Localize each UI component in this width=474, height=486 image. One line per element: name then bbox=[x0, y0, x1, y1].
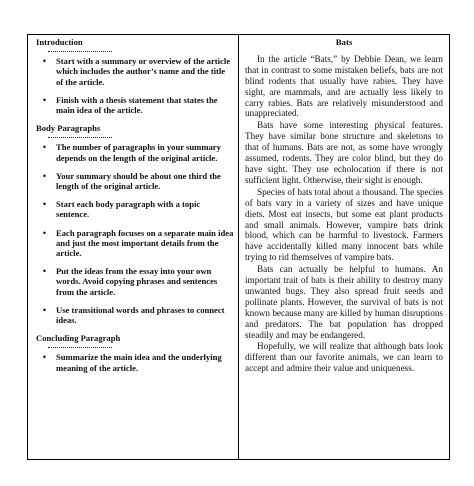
bullet-text: Start each body paragraph with a topic sentence. bbox=[56, 199, 201, 220]
section-introduction bbox=[34, 37, 234, 115]
bullet-item bbox=[34, 305, 234, 325]
bullet-text: Finish with a thesis statement that states the main idea of the article. bbox=[56, 94, 218, 116]
guidelines-column bbox=[28, 35, 239, 459]
bullet-list bbox=[34, 56, 234, 115]
dotted-underline bbox=[48, 47, 112, 52]
bullet-icon: • bbox=[42, 56, 46, 67]
summary-paragraph: Hopefully, we will realize that although bats look different than our favorite animals, we can learn to accept and admire their value and uniqueness. bbox=[245, 341, 443, 374]
bullet-icon: • bbox=[42, 352, 46, 363]
bullet-text: Your summary should be about one third the length of the original article. bbox=[56, 170, 221, 192]
section-title: Body Paragraphs bbox=[36, 123, 101, 134]
dotted-underline bbox=[48, 133, 112, 138]
dotted-underline bbox=[48, 343, 112, 348]
bullet-item bbox=[34, 199, 234, 219]
section-title: Concluding Paragraph bbox=[36, 333, 121, 344]
summary-table bbox=[27, 34, 450, 460]
bullet-icon: • bbox=[42, 142, 46, 153]
bullet-icon: • bbox=[42, 266, 46, 277]
bullet-icon: • bbox=[42, 199, 46, 210]
example-summary-column bbox=[239, 35, 449, 459]
summary-paragraph: Bats can actually be helpful to humans. An important trait of bats is their ability to destroy many unwanted bugs. They also spread fruit seeds and pollinate plants. However, the survival of bats is not known because many are killed by human disruptions and predators. The bat population has dropped steadily and may be endangered. bbox=[245, 264, 443, 340]
bullet-item bbox=[34, 228, 234, 259]
bullet-icon: • bbox=[42, 304, 46, 315]
bullet-list bbox=[34, 352, 234, 372]
bullet-text: Start with a summary or overview of the article which includes the author’s name and the title of the article. bbox=[56, 56, 231, 87]
bullet-text: The number of paragraphs in your summary depends on the length of the original article. bbox=[56, 142, 221, 163]
summary-paragraph: Species of bats total about a thousand. The species of bats vary in a variety of sizes and have unique diets. Most eat insects, but some eat plant products and small animals. However, vampire bats drink blood, which can be harmful to livestock. Farmers have accidentally killed many innocent bats while trying to rid themselves of vampire bats. bbox=[245, 186, 443, 263]
bullet-list bbox=[34, 142, 234, 325]
summary-paragraph: Bats have some interesting physical features. They have similar bone structure and skeletons to that of humans. Bats are not, as some have wrongly assumed, rodents. They are color blind, but they do have sight. They use echolocation if there is not sufficient light. Otherwise, their sight is enough. bbox=[245, 120, 443, 185]
bullet-icon: • bbox=[42, 170, 46, 181]
bullet-item bbox=[34, 266, 234, 297]
summary-body bbox=[245, 54, 443, 374]
bullet-text: Summarize the main idea and the underlying meaning of the article. bbox=[56, 352, 222, 373]
bullet-item bbox=[34, 56, 234, 87]
section-title: Introduction bbox=[36, 37, 83, 47]
bullet-icon: • bbox=[42, 94, 46, 105]
article-title: Bats bbox=[335, 37, 353, 47]
section-concluding-paragraph bbox=[34, 333, 234, 373]
bullet-item bbox=[34, 352, 234, 372]
bullet-item bbox=[34, 171, 234, 191]
bullet-text: Use transitional words and phrases to connect ideas. bbox=[56, 304, 225, 326]
bullet-item bbox=[34, 95, 234, 115]
bullet-item bbox=[34, 142, 234, 162]
summary-paragraph: In the article “Bats,” by Debbie Dean, we learn that in contrast to some mistaken beliefs, bats are not blind rodents that usually have rabies. They have sight, are mammals, and are actually less likely to carry rabies. Bats are relatively misunderstood and unappreciated. bbox=[245, 53, 443, 119]
bullet-text: Each paragraph focuses on a separate main idea and just the most important details from the article. bbox=[56, 227, 234, 259]
bullet-icon: • bbox=[42, 227, 46, 238]
section-body-paragraphs bbox=[34, 123, 234, 325]
bullet-text: Put the ideas from the essay into your own words. Avoid copying phrases and sentences from the article. bbox=[56, 266, 218, 297]
